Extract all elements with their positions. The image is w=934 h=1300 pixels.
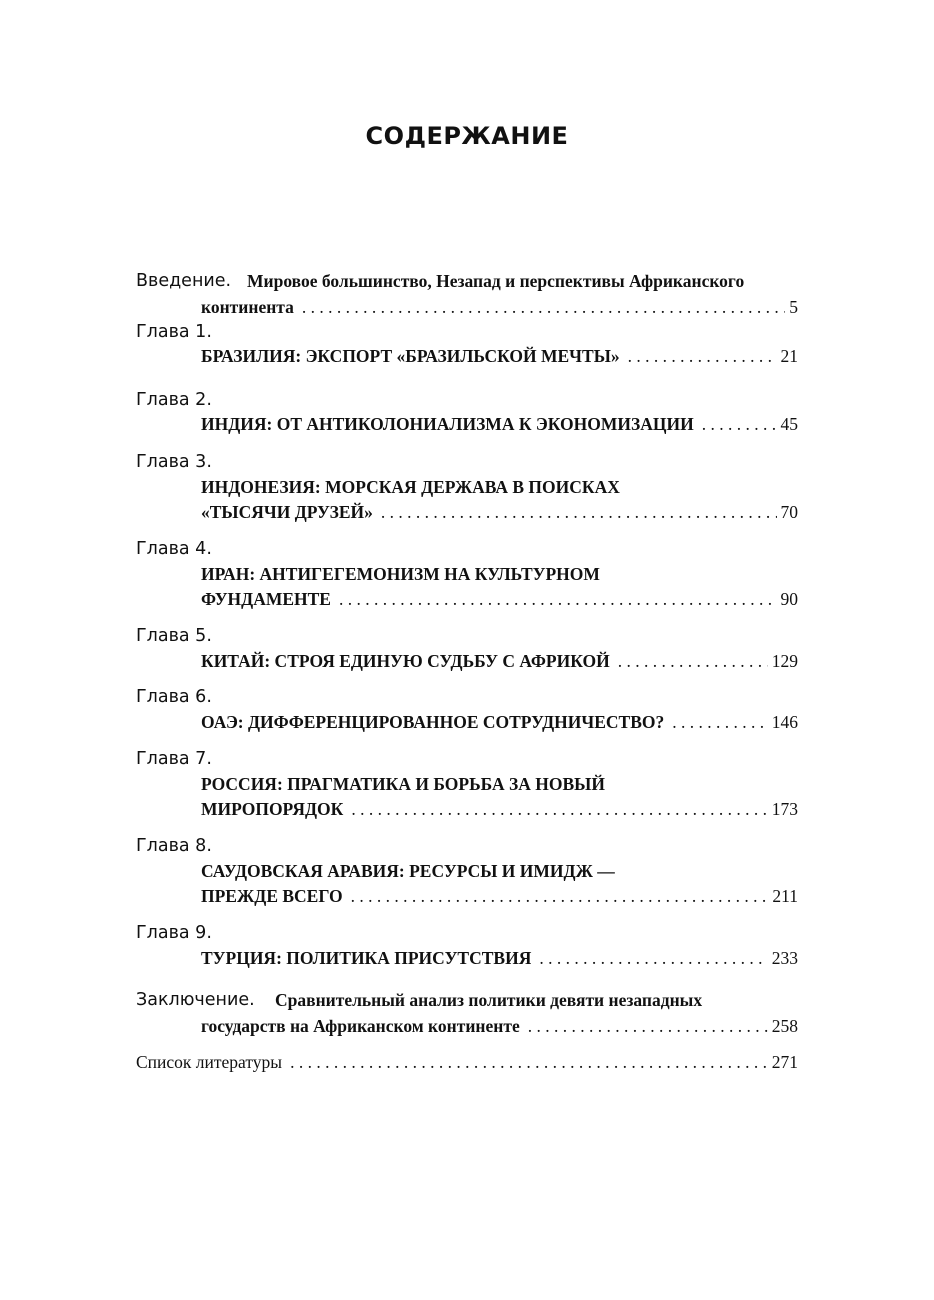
chapter-title-row	[201, 587, 798, 611]
chapter-title-row	[201, 884, 798, 908]
bibliography-row	[136, 1050, 798, 1074]
page-number: 70	[780, 502, 798, 522]
leader-dots	[539, 946, 767, 970]
chapter-title-line2: МИРОПОРЯДОК	[201, 799, 344, 819]
page-number: 146	[771, 712, 798, 732]
page-number: 129	[771, 651, 798, 671]
chapter-label: Глава 1.	[136, 322, 212, 342]
page-title: СОДЕРЖАНИЕ	[365, 122, 569, 150]
chapter-label: Глава 3.	[136, 452, 212, 472]
intro-title-line2: континента	[201, 297, 294, 317]
intro-title-line2-row	[201, 295, 798, 319]
chapter-title-line2: ФУНДАМЕНТЕ	[201, 589, 331, 609]
chapter-title-line1: ИНДОНЕЗИЯ: МОРСКАЯ ДЕРЖАВА В ПОИСКАХ	[201, 477, 620, 497]
chapter-title-row	[201, 710, 798, 734]
page-number: 211	[772, 886, 798, 906]
chapter-title-line2: ПРЕЖДЕ ВСЕГО	[201, 886, 343, 906]
chapter-label: Глава 6.	[136, 687, 212, 707]
chapter-title-line1: ИРАН: АНТИГЕГЕМОНИЗМ НА КУЛЬТУРНОМ	[201, 564, 600, 584]
page-number: 173	[771, 799, 798, 819]
chapter-label: Глава 5.	[136, 626, 212, 646]
chapter-label: Глава 7.	[136, 749, 212, 769]
leader-dots	[351, 884, 769, 908]
chapter-title-line1: САУДОВСКАЯ АРАВИЯ: РЕСУРСЫ И ИМИДЖ —	[201, 861, 615, 881]
chapter-title-row	[201, 946, 798, 970]
chapter-title: ТУРЦИЯ: ПОЛИТИКА ПРИСУТСТВИЯ	[201, 948, 532, 968]
conclusion-title-line1: Сравнительный анализ политики девяти незападных	[275, 990, 703, 1010]
chapter-title-row	[201, 344, 798, 368]
leader-dots	[351, 797, 767, 821]
intro-label: Введение.	[136, 271, 232, 291]
chapter-title: КИТАЙ: СТРОЯ ЕДИНУЮ СУДЬБУ С АФРИКОЙ	[201, 651, 610, 671]
leader-dots	[672, 710, 767, 734]
leader-dots	[381, 500, 777, 524]
chapter-title-row	[201, 649, 798, 673]
chapter-title: БРАЗИЛИЯ: ЭКСПОРТ «БРАЗИЛЬСКОЙ МЕЧТЫ»	[201, 346, 620, 366]
page-number: 5	[789, 297, 798, 317]
conclusion-label: Заключение.	[136, 990, 255, 1010]
chapter-label: Глава 4.	[136, 539, 212, 559]
chapter-title: ИНДИЯ: ОТ АНТИКОЛОНИАЛИЗМА К ЭКОНОМИЗАЦИИ	[201, 414, 694, 434]
leader-dots	[290, 1050, 768, 1074]
leader-dots	[628, 344, 777, 368]
bibliography-title: Список литературы	[136, 1052, 283, 1072]
leader-dots	[702, 412, 777, 436]
leader-dots	[302, 295, 785, 319]
page-number: 90	[780, 589, 798, 609]
page-number: 233	[771, 948, 798, 968]
chapter-title-row	[201, 500, 798, 524]
chapter-label: Глава 9.	[136, 923, 212, 943]
leader-dots	[618, 649, 768, 673]
chapter-label: Глава 2.	[136, 390, 212, 410]
chapter-title-row	[201, 412, 798, 436]
conclusion-title-line2-row	[201, 1014, 798, 1038]
page-number: 45	[780, 414, 798, 434]
chapter-title-row	[201, 797, 798, 821]
chapter-title-line1: РОССИЯ: ПРАГМАТИКА И БОРЬБА ЗА НОВЫЙ	[201, 774, 605, 794]
page-number: 258	[771, 1016, 798, 1036]
page-number: 271	[771, 1052, 798, 1072]
intro-title-line1: Мировое большинство, Незапад и перспективы Африканского	[247, 271, 745, 291]
leader-dots	[339, 587, 777, 611]
chapter-label: Глава 8.	[136, 836, 212, 856]
chapter-title-line2: «ТЫСЯЧИ ДРУЗЕЙ»	[201, 502, 373, 522]
chapter-title: ОАЭ: ДИФФЕРЕНЦИРОВАННОЕ СОТРУДНИЧЕСТВО?	[201, 712, 665, 732]
conclusion-title-line2: государств на Африканском континенте	[201, 1016, 520, 1036]
leader-dots	[528, 1014, 768, 1038]
page-number: 21	[780, 346, 798, 366]
